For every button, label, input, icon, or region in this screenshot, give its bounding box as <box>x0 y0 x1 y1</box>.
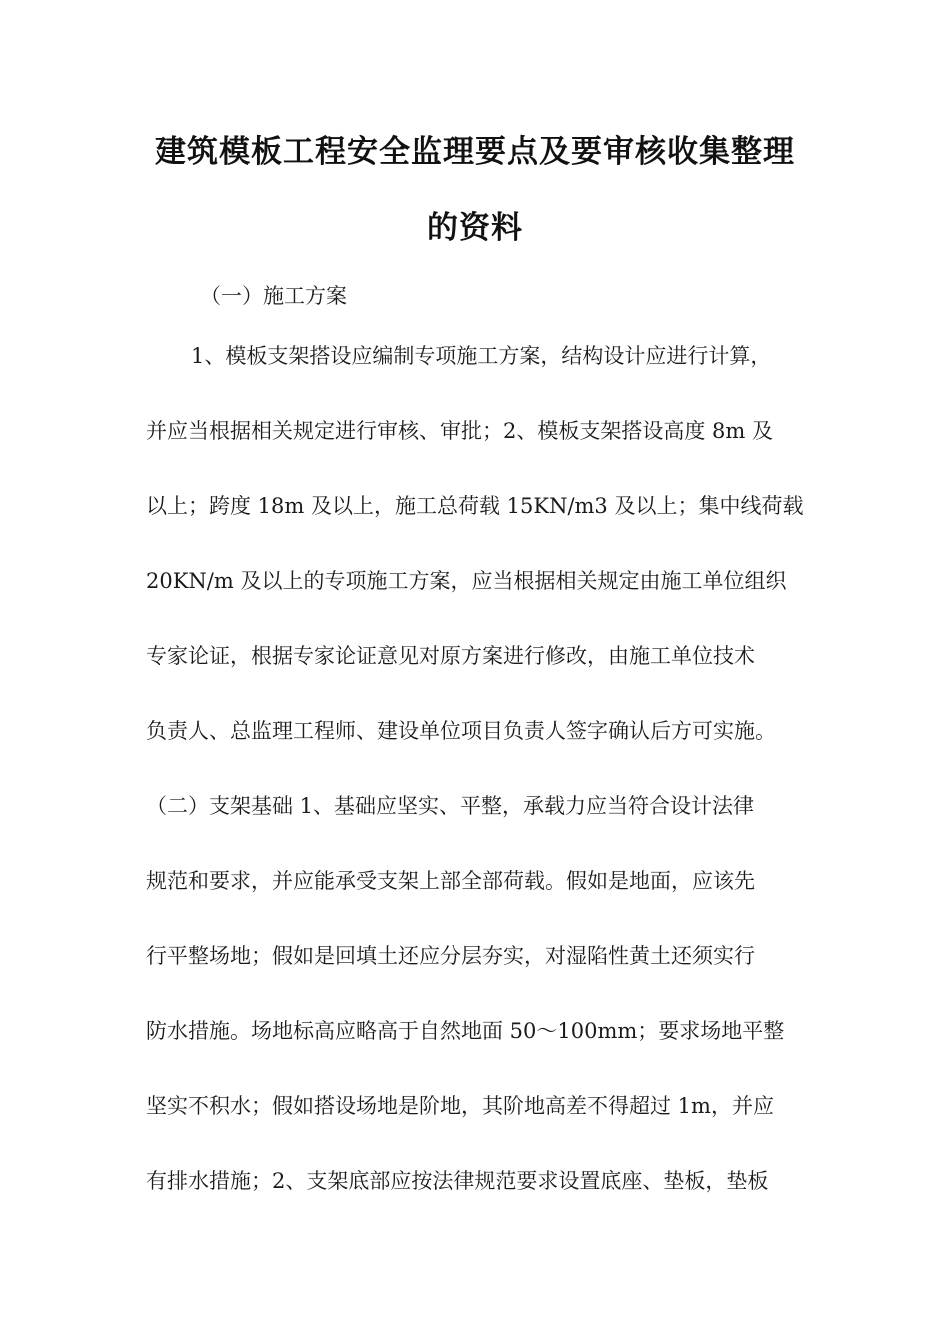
document-title-line-2: 的资料 <box>427 210 523 246</box>
paragraph-line: 坚实不积水；假如搭设场地是阶地，其阶地高差不得超过 1m，并应 <box>146 1094 774 1118</box>
section-heading-support-foundation: （二）支架基础 1、基础应坚实、平整，承载力应当符合设计法律 <box>146 794 755 818</box>
paragraph-line: 专家论证，根据专家论证意见对原方案进行修改，由施工单位技术 <box>146 644 755 668</box>
section-heading-construction-plan: （一）施工方案 <box>200 284 347 308</box>
paragraph-line: 20KN/m 及以上的专项施工方案，应当根据相关规定由施工单位组织 <box>146 569 787 593</box>
paragraph-line: 1、模板支架搭设应编制专项施工方案，结构设计应进行计算， <box>191 344 772 368</box>
document-title-line-1: 建筑模板工程安全监理要点及要审核收集整理 <box>155 134 795 170</box>
paragraph-line: 规范和要求，并应能承受支架上部全部荷载。假如是地面，应该先 <box>146 869 755 893</box>
paragraph-line: 以上；跨度 18m 及以上，施工总荷载 15KN/m3 及以上；集中线荷载 <box>146 494 804 518</box>
paragraph-line: 负责人、总监理工程师、建设单位项目负责人签字确认后方可实施。 <box>146 719 776 743</box>
paragraph-line: 防水措施。场地标高应略高于自然地面 50～100mm；要求场地平整 <box>146 1019 785 1043</box>
paragraph-line: 有排水措施；2、支架底部应按法律规范要求设置底座、垫板，垫板 <box>146 1169 769 1193</box>
paragraph-line: 并应当根据相关规定进行审核、审批；2、模板支架搭设高度 8m 及 <box>146 419 773 443</box>
paragraph-line: 行平整场地；假如是回填土还应分层夯实，对湿陷性黄土还须实行 <box>146 944 755 968</box>
